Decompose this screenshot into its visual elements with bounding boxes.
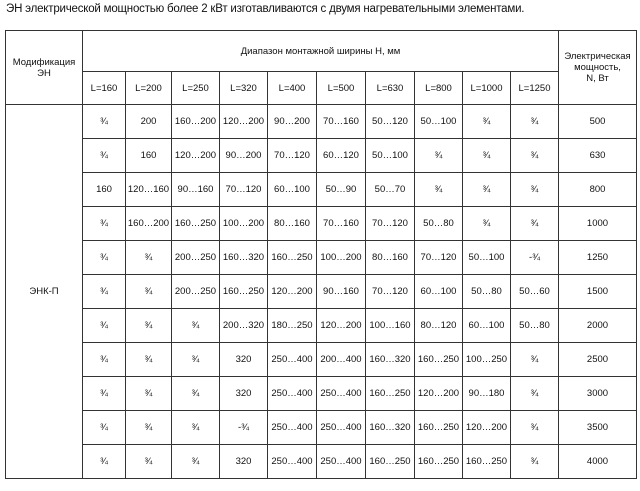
range-cell: 70…120 bbox=[220, 173, 268, 207]
range-cell: ¾ bbox=[83, 105, 126, 139]
range-cell: 70…120 bbox=[366, 275, 415, 309]
length-header: L=1000 bbox=[463, 72, 511, 105]
range-cell: ¾ bbox=[126, 377, 172, 411]
range-cell: 120…160 bbox=[126, 173, 172, 207]
table-row bbox=[6, 139, 637, 173]
table-row bbox=[6, 207, 637, 241]
range-cell: 250…400 bbox=[268, 411, 317, 445]
range-cell: ¾ bbox=[172, 445, 220, 479]
range-cell: 60…120 bbox=[317, 139, 366, 173]
range-cell: ¾ bbox=[83, 445, 126, 479]
range-cell: ¾ bbox=[415, 173, 463, 207]
power-header-line3: N, Вт bbox=[586, 73, 609, 84]
range-cell: ¾ bbox=[126, 411, 172, 445]
range-cell: 50…100 bbox=[415, 105, 463, 139]
range-cell: -¾ bbox=[220, 411, 268, 445]
range-cell: 160…250 bbox=[268, 241, 317, 275]
range-cell: 160 bbox=[126, 139, 172, 173]
range-cell: 160…250 bbox=[172, 207, 220, 241]
range-cell: 160…250 bbox=[220, 275, 268, 309]
table-row bbox=[6, 275, 637, 309]
range-cell: ¾ bbox=[463, 173, 511, 207]
range-cell: 250…400 bbox=[317, 377, 366, 411]
modification-header-line1: Модификация bbox=[12, 56, 76, 68]
power-header-line1: Электрическая bbox=[564, 51, 631, 62]
range-cell: ¾ bbox=[511, 411, 559, 445]
range-cell: ¾ bbox=[83, 207, 126, 241]
range-cell: 160…320 bbox=[366, 343, 415, 377]
range-cell: 200…320 bbox=[220, 309, 268, 343]
range-cell: 100…200 bbox=[317, 241, 366, 275]
range-cell: 70…120 bbox=[415, 241, 463, 275]
range-cell: ¾ bbox=[172, 411, 220, 445]
range-cell: 160…320 bbox=[366, 411, 415, 445]
range-cell: ¾ bbox=[126, 445, 172, 479]
range-cell: 160…250 bbox=[366, 445, 415, 479]
table-caption: ЭН электрической мощностью более 2 кВт изготавливаются с двумя нагревательными элементами. bbox=[6, 3, 525, 15]
range-cell: 160…250 bbox=[415, 411, 463, 445]
length-header: L=250 bbox=[172, 72, 220, 105]
power-cell: 2500 bbox=[559, 343, 637, 377]
range-cell: ¾ bbox=[463, 207, 511, 241]
range-cell: ¾ bbox=[126, 275, 172, 309]
range-cell: 160…250 bbox=[415, 343, 463, 377]
range-cell: 160…200 bbox=[126, 207, 172, 241]
range-cell: 200 bbox=[126, 105, 172, 139]
range-cell: 120…200 bbox=[317, 309, 366, 343]
range-cell: ¾ bbox=[463, 105, 511, 139]
range-cell: 120…200 bbox=[415, 377, 463, 411]
range-cell: ¾ bbox=[511, 105, 559, 139]
range-cell: 50…100 bbox=[463, 241, 511, 275]
range-cell: ¾ bbox=[83, 309, 126, 343]
length-header: L=320 bbox=[220, 72, 268, 105]
power-cell: 3000 bbox=[559, 377, 637, 411]
range-cell: ¾ bbox=[415, 139, 463, 173]
range-header: Диапазон монтажной ширины H, мм bbox=[83, 31, 559, 72]
length-header: L=630 bbox=[366, 72, 415, 105]
range-cell: 160…320 bbox=[220, 241, 268, 275]
range-cell: 50…90 bbox=[317, 173, 366, 207]
length-header: L=1250 bbox=[511, 72, 559, 105]
range-cell: 180…250 bbox=[268, 309, 317, 343]
range-cell: 120…200 bbox=[172, 139, 220, 173]
range-cell: 120…200 bbox=[220, 105, 268, 139]
range-cell: 160…250 bbox=[415, 445, 463, 479]
power-cell: 1250 bbox=[559, 241, 637, 275]
range-cell: 50…80 bbox=[463, 275, 511, 309]
range-cell: 50…80 bbox=[511, 309, 559, 343]
length-header: L=800 bbox=[415, 72, 463, 105]
range-cell: 250…400 bbox=[268, 377, 317, 411]
range-cell: 160…250 bbox=[463, 445, 511, 479]
modification-header bbox=[6, 31, 83, 105]
range-cell: 320 bbox=[220, 445, 268, 479]
range-cell: 100…200 bbox=[220, 207, 268, 241]
range-cell: ¾ bbox=[126, 343, 172, 377]
range-cell: ¾ bbox=[511, 377, 559, 411]
power-cell: 800 bbox=[559, 173, 637, 207]
range-cell: ¾ bbox=[511, 139, 559, 173]
range-cell: 70…120 bbox=[366, 207, 415, 241]
range-cell: 90…160 bbox=[172, 173, 220, 207]
range-cell: ¾ bbox=[511, 173, 559, 207]
range-cell: ¾ bbox=[83, 241, 126, 275]
range-cell: ¾ bbox=[463, 139, 511, 173]
range-cell: 320 bbox=[220, 343, 268, 377]
range-cell: 320 bbox=[220, 377, 268, 411]
range-cell: 250…400 bbox=[317, 411, 366, 445]
range-cell: 160…250 bbox=[366, 377, 415, 411]
range-cell: 70…160 bbox=[317, 207, 366, 241]
range-cell: ¾ bbox=[511, 343, 559, 377]
range-cell: 120…200 bbox=[463, 411, 511, 445]
power-cell: 500 bbox=[559, 105, 637, 139]
range-cell: 250…400 bbox=[268, 343, 317, 377]
range-cell: 160 bbox=[83, 173, 126, 207]
range-cell: 160…200 bbox=[172, 105, 220, 139]
range-cell: 250…400 bbox=[268, 445, 317, 479]
range-cell: ¾ bbox=[83, 139, 126, 173]
range-cell: 250…400 bbox=[317, 445, 366, 479]
range-cell: ¾ bbox=[511, 207, 559, 241]
range-cell: ¾ bbox=[83, 343, 126, 377]
range-cell: ¾ bbox=[126, 241, 172, 275]
range-cell: -¾ bbox=[511, 241, 559, 275]
range-cell: ¾ bbox=[83, 275, 126, 309]
heating-elements-table bbox=[5, 30, 637, 479]
power-cell: 1500 bbox=[559, 275, 637, 309]
length-header: L=500 bbox=[317, 72, 366, 105]
table-row bbox=[6, 173, 637, 207]
length-header: L=160 bbox=[83, 72, 126, 105]
range-cell: 50…60 bbox=[511, 275, 559, 309]
range-cell: 200…250 bbox=[172, 275, 220, 309]
modification-cell: ЭНК-П bbox=[6, 105, 83, 479]
power-header bbox=[559, 31, 637, 105]
range-cell: 50…80 bbox=[415, 207, 463, 241]
modification-header-line2: ЭН bbox=[37, 67, 51, 79]
power-cell: 4000 bbox=[559, 445, 637, 479]
range-cell: 70…160 bbox=[317, 105, 366, 139]
range-cell: 200…400 bbox=[317, 343, 366, 377]
table-row bbox=[6, 105, 637, 139]
range-cell: 80…120 bbox=[415, 309, 463, 343]
table-row bbox=[6, 309, 637, 343]
range-cell: ¾ bbox=[83, 411, 126, 445]
length-header: L=200 bbox=[126, 72, 172, 105]
length-header: L=400 bbox=[268, 72, 317, 105]
table-row bbox=[6, 241, 637, 275]
range-cell: 60…100 bbox=[268, 173, 317, 207]
range-cell: 80…160 bbox=[366, 241, 415, 275]
power-cell: 3500 bbox=[559, 411, 637, 445]
range-cell: 90…180 bbox=[463, 377, 511, 411]
range-cell: ¾ bbox=[126, 309, 172, 343]
range-cell: ¾ bbox=[511, 445, 559, 479]
range-cell: 90…160 bbox=[317, 275, 366, 309]
power-cell: 1000 bbox=[559, 207, 637, 241]
table-row bbox=[6, 377, 637, 411]
power-cell: 630 bbox=[559, 139, 637, 173]
table-row bbox=[6, 343, 637, 377]
range-cell: 120…200 bbox=[268, 275, 317, 309]
range-cell: 60…100 bbox=[415, 275, 463, 309]
range-cell: 50…70 bbox=[366, 173, 415, 207]
range-cell: 60…100 bbox=[463, 309, 511, 343]
range-cell: ¾ bbox=[172, 343, 220, 377]
range-cell: 90…200 bbox=[268, 105, 317, 139]
table-row bbox=[6, 445, 637, 479]
power-header-line2: мощность, bbox=[574, 62, 621, 73]
range-cell: 100…250 bbox=[463, 343, 511, 377]
range-cell: 90…200 bbox=[220, 139, 268, 173]
table-row bbox=[6, 411, 637, 445]
range-cell: 80…160 bbox=[268, 207, 317, 241]
range-cell: ¾ bbox=[83, 377, 126, 411]
range-cell: ¾ bbox=[172, 377, 220, 411]
power-cell: 2000 bbox=[559, 309, 637, 343]
range-cell: 70…120 bbox=[268, 139, 317, 173]
range-cell: 200…250 bbox=[172, 241, 220, 275]
range-cell: ¾ bbox=[172, 309, 220, 343]
range-cell: 50…120 bbox=[366, 105, 415, 139]
range-cell: 100…160 bbox=[366, 309, 415, 343]
range-cell: 50…100 bbox=[366, 139, 415, 173]
